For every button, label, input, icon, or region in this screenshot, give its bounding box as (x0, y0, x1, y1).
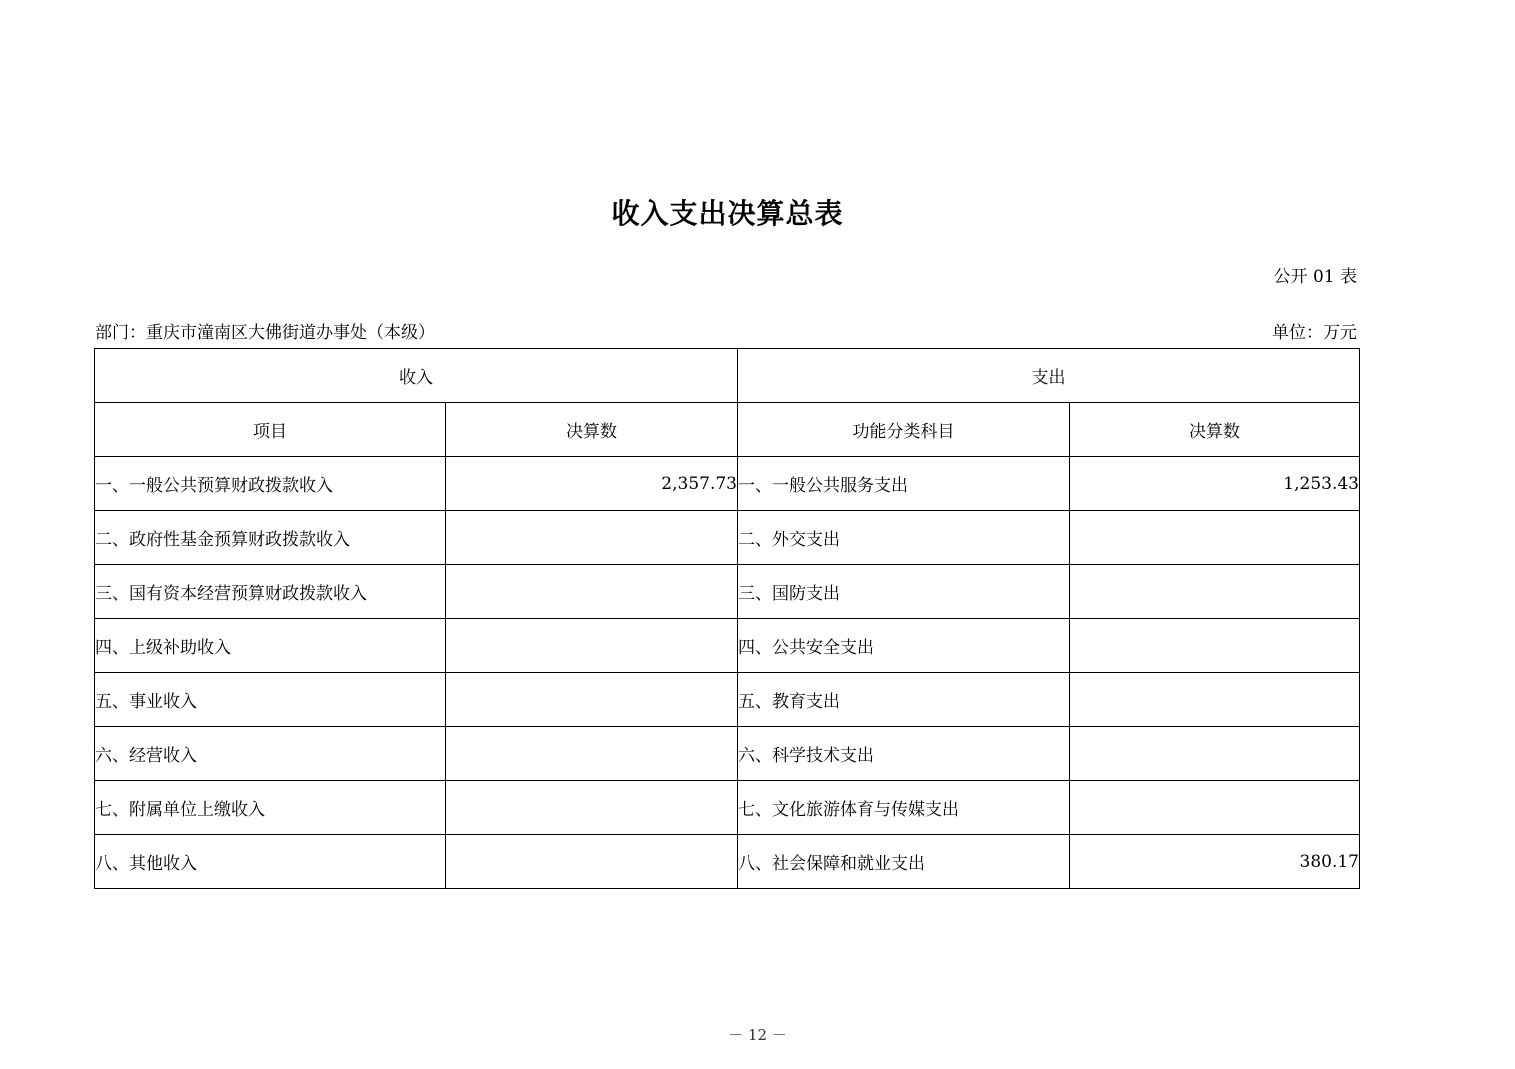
income-item-cell: 二、政府性基金预算财政拨款收入 (95, 511, 446, 565)
expense-group-header: 支出 (738, 349, 1360, 403)
income-item-cell: 八、其他收入 (95, 835, 446, 889)
page-number: － 12 － (728, 1026, 787, 1044)
table-row (95, 619, 1360, 673)
income-amount-cell (446, 835, 738, 889)
income-amount-cell (446, 673, 738, 727)
table-row (95, 727, 1360, 781)
income-amount-header: 决算数 (446, 403, 738, 457)
expense-amount-cell (1070, 727, 1360, 781)
expense-item-header: 功能分类科目 (738, 403, 1070, 457)
income-item-cell: 七、附属单位上缴收入 (95, 781, 446, 835)
expense-item-cell: 七、文化旅游体育与传媒支出 (738, 781, 1070, 835)
income-amount-cell: 2,357.73 (446, 457, 738, 511)
income-item-cell: 五、事业收入 (95, 673, 446, 727)
income-expense-table (94, 348, 1360, 889)
expense-item-cell: 五、教育支出 (738, 673, 1070, 727)
table-row (95, 673, 1360, 727)
expense-amount-cell (1070, 565, 1360, 619)
expense-amount-cell (1070, 781, 1360, 835)
income-amount-cell (446, 619, 738, 673)
expense-item-cell: 四、公共安全支出 (738, 619, 1070, 673)
page-title: 收入支出决算总表 (611, 197, 844, 230)
expense-item-cell: 一、一般公共服务支出 (738, 457, 1070, 511)
unit-label: 单位：万元 (1272, 323, 1357, 343)
table-row (95, 835, 1360, 889)
form-code: 公开 01 表 (1273, 267, 1357, 287)
department-label: 部门：重庆市潼南区大佛街道办事处（本级） (95, 323, 435, 343)
expense-item-cell: 八、社会保障和就业支出 (738, 835, 1070, 889)
expense-amount-cell (1070, 673, 1360, 727)
table-row (95, 781, 1360, 835)
income-amount-cell (446, 781, 738, 835)
income-amount-cell (446, 727, 738, 781)
table-row (95, 457, 1360, 511)
expense-amount-cell (1070, 619, 1360, 673)
group-header-row (95, 349, 1360, 403)
expense-amount-header: 决算数 (1070, 403, 1360, 457)
expense-item-cell: 三、国防支出 (738, 565, 1070, 619)
income-item-cell: 一、一般公共预算财政拨款收入 (95, 457, 446, 511)
table-row (95, 511, 1360, 565)
expense-item-cell: 二、外交支出 (738, 511, 1070, 565)
expense-amount-cell: 380.17 (1070, 835, 1360, 889)
table-row (95, 565, 1360, 619)
expense-amount-cell (1070, 511, 1360, 565)
income-item-cell: 六、经营收入 (95, 727, 446, 781)
income-item-cell: 四、上级补助收入 (95, 619, 446, 673)
income-amount-cell (446, 511, 738, 565)
income-item-cell: 三、国有资本经营预算财政拨款收入 (95, 565, 446, 619)
column-header-row (95, 403, 1360, 457)
income-item-header: 项目 (95, 403, 446, 457)
expense-amount-cell: 1,253.43 (1070, 457, 1360, 511)
income-group-header: 收入 (95, 349, 738, 403)
expense-item-cell: 六、科学技术支出 (738, 727, 1070, 781)
income-amount-cell (446, 565, 738, 619)
